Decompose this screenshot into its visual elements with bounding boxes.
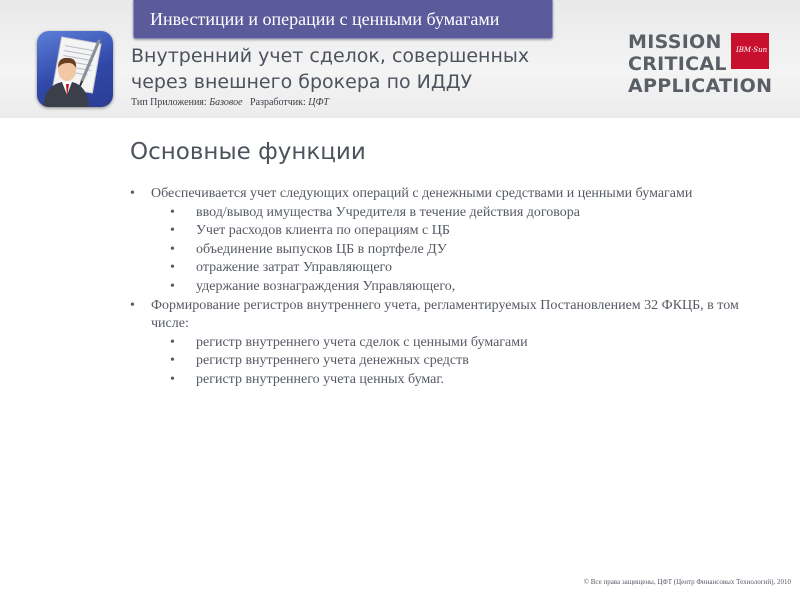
logo-badge-text: IBM·Sun	[736, 46, 768, 54]
bullet-item: • регистр внутреннего учета ценных бумаг.	[130, 371, 760, 390]
category-label: Инвестиции и операции с ценными бумагами	[150, 9, 500, 29]
app-meta	[131, 97, 329, 108]
bullet-item: • регистр внутреннего учета денежных средств	[130, 352, 760, 371]
bullet-item: • Обеспечивается учет следующих операций с денежными средствами и ценными бумагами	[130, 185, 760, 204]
logo-line-3: APPLICATION	[628, 75, 773, 97]
section-title: Основные функции	[130, 139, 366, 165]
bullet-item: • ввод/вывод имущества Учредителя в течение действия договора	[130, 204, 760, 223]
type-label: Тип Приложения:	[131, 97, 207, 108]
bullet-list	[130, 185, 760, 390]
app-title	[131, 43, 551, 95]
app-title-line-1: Внутренний учет сделок, совершенных	[131, 45, 530, 67]
bullet-item: • отражение затрат Управляющего	[130, 259, 760, 278]
bullet-item: • объединение выпусков ЦБ в портфеле ДУ	[130, 241, 760, 260]
bullet-item: • регистр внутреннего учета сделок с ценными бумагами	[130, 334, 760, 353]
bullet-item: • удержание вознаграждения Управляющего,	[130, 278, 760, 297]
app-title-line-2: через внешнего брокера по ИДДУ	[131, 71, 473, 93]
category-tab	[133, 0, 553, 39]
document-signing-person-icon	[37, 31, 113, 107]
footer-copyright: © Все права защищены, ЦФТ (Центр Финансовых Технологий), 2010	[583, 578, 791, 586]
bullet-item: • Учет расходов клиента по операциям с ЦБ	[130, 222, 760, 241]
bullet-item: • Формирование регистров внутреннего учета, регламентируемых Постановлением 32 ФКЦБ, в том числе:	[130, 297, 760, 334]
logo-badge	[731, 33, 769, 69]
logo-line-1: MISSION	[628, 31, 722, 53]
logo-line-2: CRITICAL	[628, 53, 727, 75]
mission-critical-logo	[628, 31, 773, 97]
developer-label: Разработчик:	[250, 97, 306, 108]
developer-value: ЦФТ	[308, 97, 329, 108]
type-value: Базовое	[209, 97, 243, 108]
